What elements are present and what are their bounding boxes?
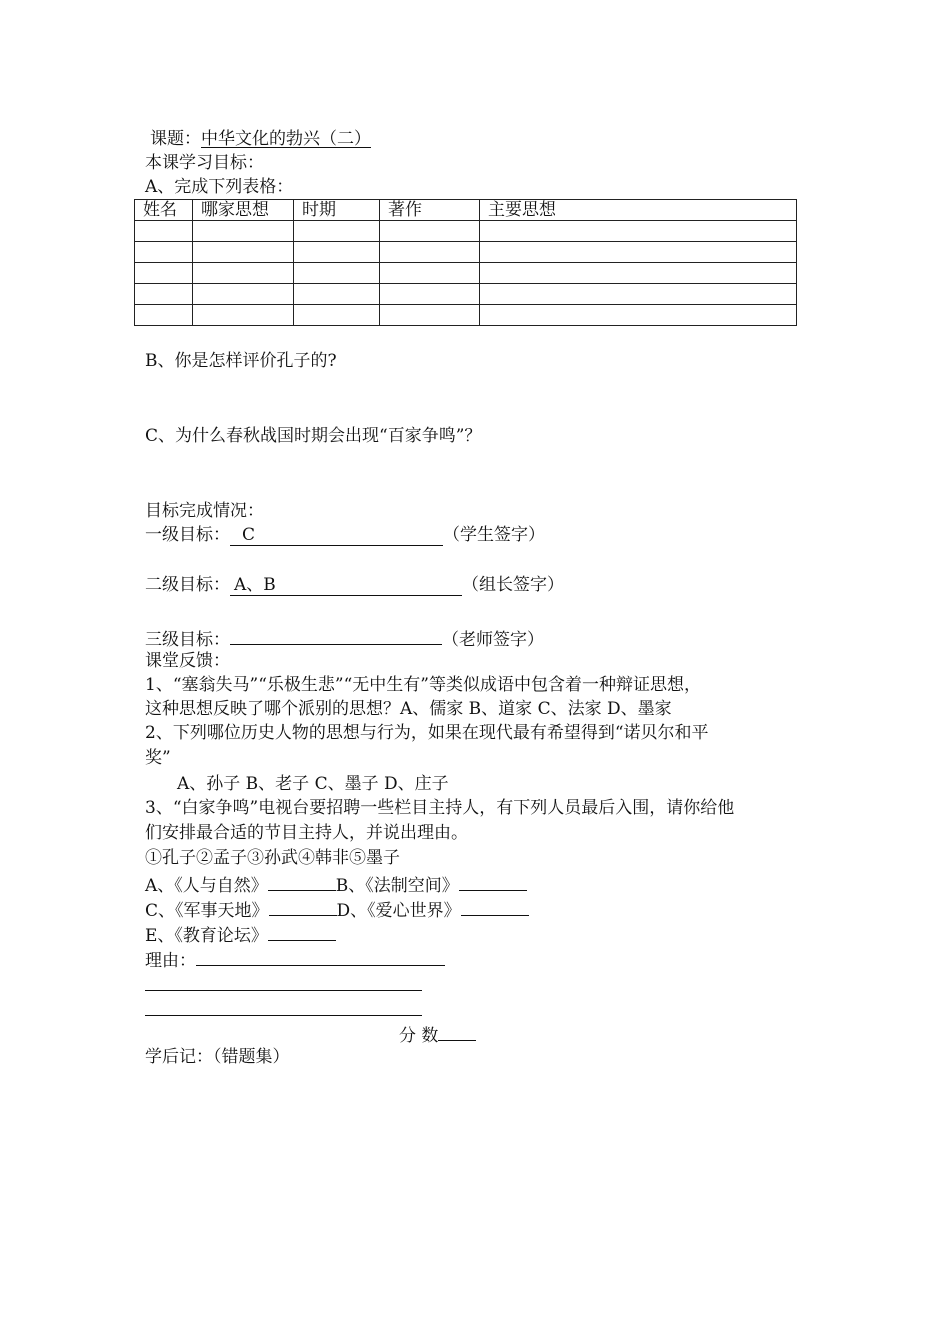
level1-row [145,524,545,546]
table-row [135,221,797,242]
table-cell[interactable] [135,221,193,242]
q3-candidates: ①孔子②孟子③孙武④韩非⑤墨子 [145,848,400,868]
table-cell[interactable] [480,263,797,284]
table-cell[interactable] [193,263,294,284]
feedback-heading: 课堂反馈： [145,651,230,671]
score-field[interactable] [438,1022,476,1041]
table-cell[interactable] [135,305,193,326]
reason-line-3[interactable] [145,1015,422,1016]
table-cell[interactable] [294,242,380,263]
program-row-ab [145,872,527,897]
table-cell[interactable] [193,305,294,326]
table-cell[interactable] [380,284,480,305]
q2-line2: 奖” [145,748,171,768]
program-b-label: B、《法制空间》 [335,876,459,896]
table-cell[interactable] [480,221,797,242]
task-a: A、完成下列表格： [145,177,294,197]
score-row [399,1022,476,1047]
table-cell[interactable] [294,221,380,242]
program-a-label: A、《人与自然》 [145,876,268,896]
table-cell[interactable] [480,284,797,305]
task-b: B、你是怎样评价孔子的? [145,351,337,371]
task-c: C、为什么春秋战国时期会出现“百家争鸣”？ [145,426,482,446]
header-school: 哪家思想 [193,200,294,221]
header-main-ideas: 主要思想 [480,200,797,221]
table-cell[interactable] [294,284,380,305]
reason-field[interactable] [196,947,445,966]
program-e-label: E、《教育论坛》 [145,926,268,946]
table-row [135,242,797,263]
table-row [135,284,797,305]
level3-label: 三级目标： [145,630,230,650]
table-cell[interactable] [294,263,380,284]
lesson-line [150,128,371,150]
header-period: 时期 [294,200,380,221]
q3-line1: 3、“白家争鸣”电视台要招聘一些栏目主持人，有下列人员最后入围，请你给他 [145,798,735,818]
reason-line-2[interactable] [145,990,422,991]
table-header-row [135,200,797,221]
table-row [135,305,797,326]
level3-field[interactable] [230,624,442,645]
level2-label: 二级目标： [145,575,230,595]
table-cell[interactable] [380,221,480,242]
table-row [135,263,797,284]
table-cell[interactable] [380,263,480,284]
table-cell[interactable] [380,305,480,326]
table-cell[interactable] [480,242,797,263]
program-row-e [145,922,336,947]
after-class-notes: 学后记：（错题集） [145,1047,290,1067]
lesson-label: 课题： [150,129,201,149]
program-c-field[interactable] [269,897,337,916]
table-cell[interactable] [193,284,294,305]
level3-row [145,624,544,651]
level1-label: 一级目标： [145,525,230,545]
level2-sign: （组长签字） [462,575,564,595]
thinkers-table [134,199,797,326]
level2-field[interactable]: A、B [230,575,462,596]
program-d-label: D、《爱心世界》 [336,901,461,921]
level1-field[interactable]: C [230,525,443,546]
reason-row [145,947,445,972]
level3-sign: （老师签字） [442,630,544,650]
q1-line1: 1、“塞翁失马”“乐极生悲”“无中生有”等类似成语中包含着一种辩证思想， [145,675,701,695]
level2-row [145,574,564,596]
table-cell[interactable] [480,305,797,326]
reason-label: 理由： [145,951,196,971]
q2-options: A、孙子 B、老子 C、墨子 D、庄子 [177,774,449,794]
level1-sign: （学生签字） [443,525,545,545]
table-cell[interactable] [135,263,193,284]
q1-line2: 这种思想反映了哪个派别的思想？A、儒家 B、道家 C、法家 D、墨家 [145,699,672,719]
program-c-label: C、《军事天地》 [145,901,269,921]
q2-line1: 2、下列哪位历史人物的思想与行为，如果在现代最有希望得到“诺贝尔和平 [145,723,709,743]
program-e-field[interactable] [268,922,336,941]
table-cell[interactable] [294,305,380,326]
table-cell[interactable] [193,221,294,242]
program-row-cd [145,897,529,922]
header-name: 姓名 [135,200,193,221]
program-b-field[interactable] [459,872,527,891]
q3-line2: 们安排最合适的节目主持人，并说出理由。 [145,823,468,843]
table-cell[interactable] [380,242,480,263]
program-d-field[interactable] [461,897,529,916]
lesson-title: 中华文化的勃兴（二） [201,129,371,149]
score-label: 分 数 [399,1026,439,1046]
completion-heading: 目标完成情况： [145,501,264,521]
objectives-heading: 本课学习目标： [145,153,264,173]
program-a-field[interactable] [268,872,336,891]
header-works: 著作 [380,200,480,221]
table-cell[interactable] [193,242,294,263]
table-cell[interactable] [135,242,193,263]
table-cell[interactable] [135,284,193,305]
